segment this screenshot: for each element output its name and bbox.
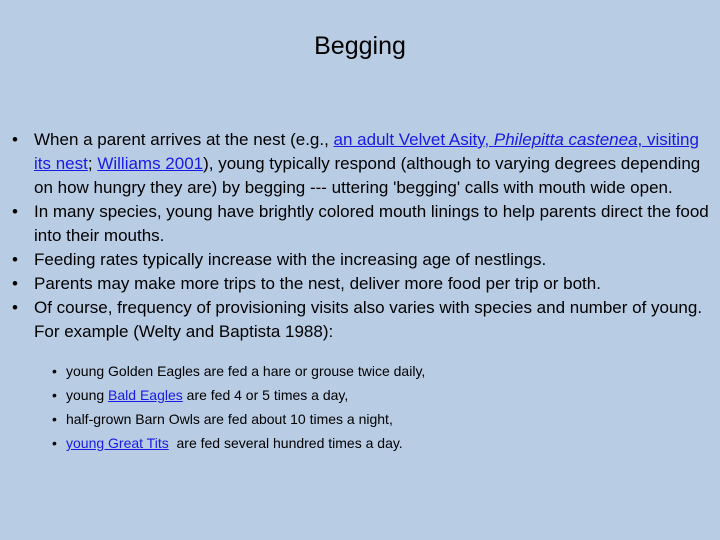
bullet-list (12, 128, 716, 455)
bullet-item: • In many species, young have brightly colored mouth linings to help parents direct the food into their mouths. (12, 200, 716, 248)
bullet-item (12, 128, 716, 200)
bullet-item: • Parents may make more trips to the nest, deliver more food per trip or both. (12, 272, 716, 296)
sub-bullet-item: • young Golden Eagles are fed a hare or grouse twice daily, (52, 359, 720, 383)
great-tits-link[interactable]: young Great Tits (66, 435, 169, 451)
sub-bullet-item: • young Bald Eagles are fed 4 or 5 times a day, (52, 383, 720, 407)
bullet-text: Of course, frequency of provisioning visits also varies with species and number of young. For example (Welty and Baptista 1988): (34, 298, 703, 341)
bullet-item (12, 296, 716, 455)
bullet-item: • Feeding rates typically increase with the increasing age of nestlings. (12, 248, 716, 272)
bald-eagles-link[interactable]: Bald Eagles (108, 387, 183, 403)
sub-bullet-item: • half-grown Barn Owls are fed about 10 times a night, (52, 407, 720, 431)
williams-2001-link[interactable]: Williams 2001 (97, 154, 204, 173)
sub-bullet-list (52, 359, 720, 455)
bullet-text: ; (87, 154, 98, 173)
bullet-text: ), young typically respond (although to varying degrees depending on how hungry they are) by begging --- uttering 'begging' calls with mouth wide open. (34, 154, 701, 197)
velvet-asity-link[interactable]: an adult Velvet Asity, Philepitta castenea, visiting its nest (34, 130, 699, 173)
bullet-text: When a parent arrives at the nest (e.g., (34, 130, 334, 149)
slide-title: Begging (314, 32, 406, 60)
sub-bullet-item: • young Great Tits are fed several hundred times a day. (52, 431, 720, 455)
